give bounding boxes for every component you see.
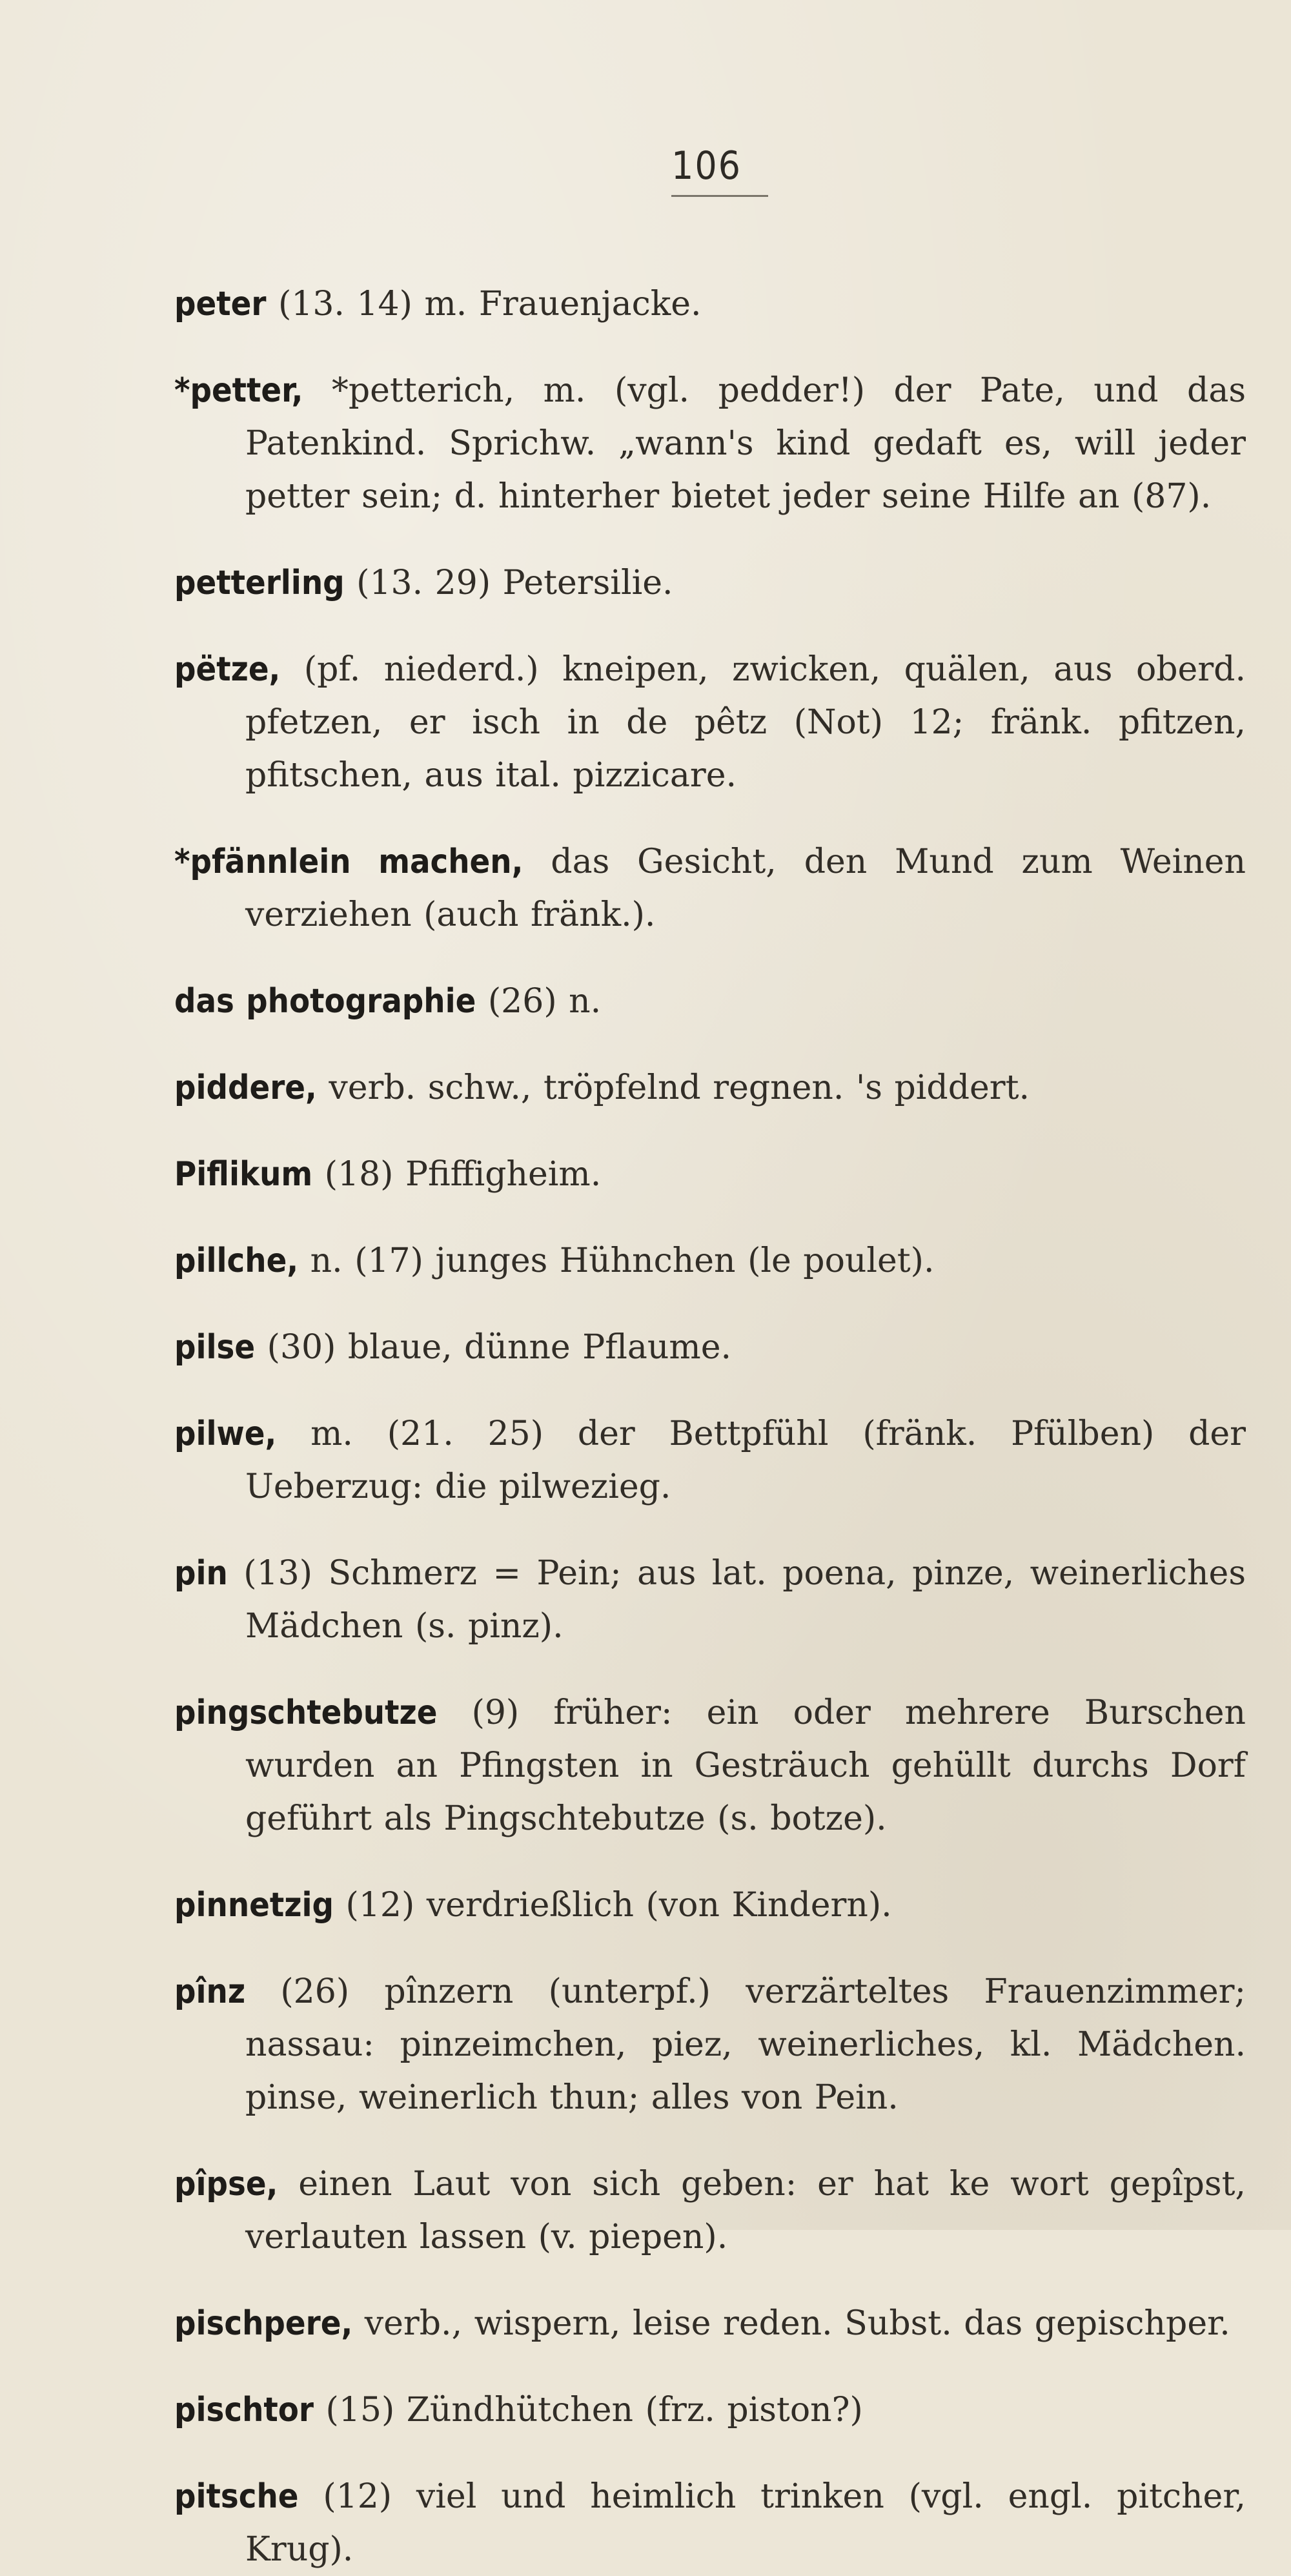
dictionary-entry — [174, 2470, 1246, 2576]
entry-headword: piddere, — [174, 1068, 317, 1107]
entry-definition: (26) n. — [487, 982, 602, 1021]
entry-headword: pîpse, — [174, 2165, 278, 2203]
dictionary-entry — [174, 1686, 1246, 1845]
entry-definition: (12) viel und heimlich trinken (vgl. engl. pitcher, Krug). — [245, 2477, 1246, 2569]
entry-definition: (15) Zündhütchen (frz. piston?) — [325, 2391, 863, 2429]
entry-definition: (18) Pfiffigheim. — [324, 1155, 602, 1194]
entry-headword: peter — [174, 285, 267, 323]
dictionary-entry — [174, 835, 1246, 941]
entry-headword: pilwe, — [174, 1415, 277, 1453]
entry-headword: pëtze, — [174, 650, 281, 689]
entry-headword: pinnetzig — [174, 1886, 334, 1925]
entry-definition: (pf. niederd.) kneipen, zwicken, quälen, aus oberd. pfetzen, er isch in de pêtz (Not) 12; fränk. pfitzen, pfitschen, aus ital. pizzicare. — [245, 650, 1246, 795]
dictionary-entry — [174, 364, 1246, 523]
page-number-rule — [671, 195, 768, 197]
entry-definition: (13. 29) Petersilie. — [356, 564, 673, 602]
entry-headword: pischpere, — [174, 2304, 353, 2343]
dictionary-entry — [174, 2158, 1246, 2264]
dictionary-entry — [174, 1234, 1246, 1287]
entry-definition: das Gesicht, den Mund zum Weinen verziehen (auch fränk.). — [245, 843, 1246, 934]
entry-definition: (13) Schmerz = Pein; aus lat. poena, pinze, weinerliches Mädchen (s. pinz). — [243, 1554, 1246, 1646]
entry-definition: *petterich, m. (vgl. pedder!) der Pate, und das Patenkind. Sprichw. „wann's kind gedaft es, will jeder petter sein; d. hinterher bietet jeder seine Hilfe an (87). — [245, 371, 1246, 516]
dictionary-entry — [174, 2384, 1246, 2437]
page-number: 106 — [671, 143, 742, 189]
entry-definition: (9) früher: ein oder mehrere Burschen wurden an Pfingsten in Gesträuch gehüllt durchs Dorf geführt als Pingschtebutze (s. botze). — [245, 1693, 1246, 1838]
dictionary-entry — [174, 1547, 1246, 1653]
entry-definition: m. (21. 25) der Bettpfühl (fränk. Pfülben) der Ueberzug: die pilwezieg. — [245, 1415, 1246, 1506]
entry-headword: pischtor — [174, 2391, 314, 2429]
entry-definition: (26) pînzern (unterpf.) verzärteltes Frauenzimmer; nassau: pinzeimchen, piez, weinerliches, kl. Mädchen. pinse, weinerlich thun; alles von Pein. — [245, 1972, 1246, 2117]
dictionary-entry — [174, 557, 1246, 609]
entry-definition: (12) verdrießlich (von Kindern). — [345, 1886, 892, 1925]
dictionary-entry — [174, 643, 1246, 802]
dictionary-entry — [174, 1879, 1246, 1932]
entry-headword: Piflikum — [174, 1155, 313, 1194]
entry-headword: pînz — [174, 1972, 246, 2011]
dictionary-entries — [174, 244, 1246, 2576]
entry-definition: verb., wispern, leise reden. Subst. das gepischper. — [364, 2304, 1230, 2343]
dictionary-entry — [174, 278, 1246, 331]
entry-definition: (30) blaue, dünne Pflaume. — [267, 1328, 732, 1367]
entry-headword: pingschtebutze — [174, 1693, 438, 1732]
entry-definition: einen Laut von sich geben: er hat ke wort gepîpst, verlauten lassen (v. piepen). — [245, 2165, 1246, 2256]
entry-headword: das photographie — [174, 982, 476, 1021]
dictionary-entry — [174, 1965, 1246, 2124]
entry-headword: pilse — [174, 1328, 256, 1367]
dictionary-entry — [174, 1148, 1246, 1201]
entry-headword: *pfännlein machen, — [174, 843, 524, 881]
dictionary-entry — [174, 975, 1246, 1028]
dictionary-entry — [174, 1061, 1246, 1114]
entry-definition: verb. schw., tröpfelnd regnen. 's piddert. — [329, 1068, 1030, 1107]
dictionary-entry — [174, 1321, 1246, 1374]
entry-headword: pin — [174, 1554, 228, 1593]
entry-definition: n. (17) junges Hühnchen (le poulet). — [310, 1242, 935, 1280]
dictionary-entry — [174, 1407, 1246, 1513]
entry-headword: pitsche — [174, 2477, 299, 2516]
entry-headword: pillche, — [174, 1242, 299, 1280]
entry-headword: *petter, — [174, 371, 303, 410]
entry-definition: (13. 14) m. Frauenjacke. — [278, 285, 702, 323]
entry-headword: petterling — [174, 564, 345, 602]
dictionary-entry — [174, 2297, 1246, 2350]
